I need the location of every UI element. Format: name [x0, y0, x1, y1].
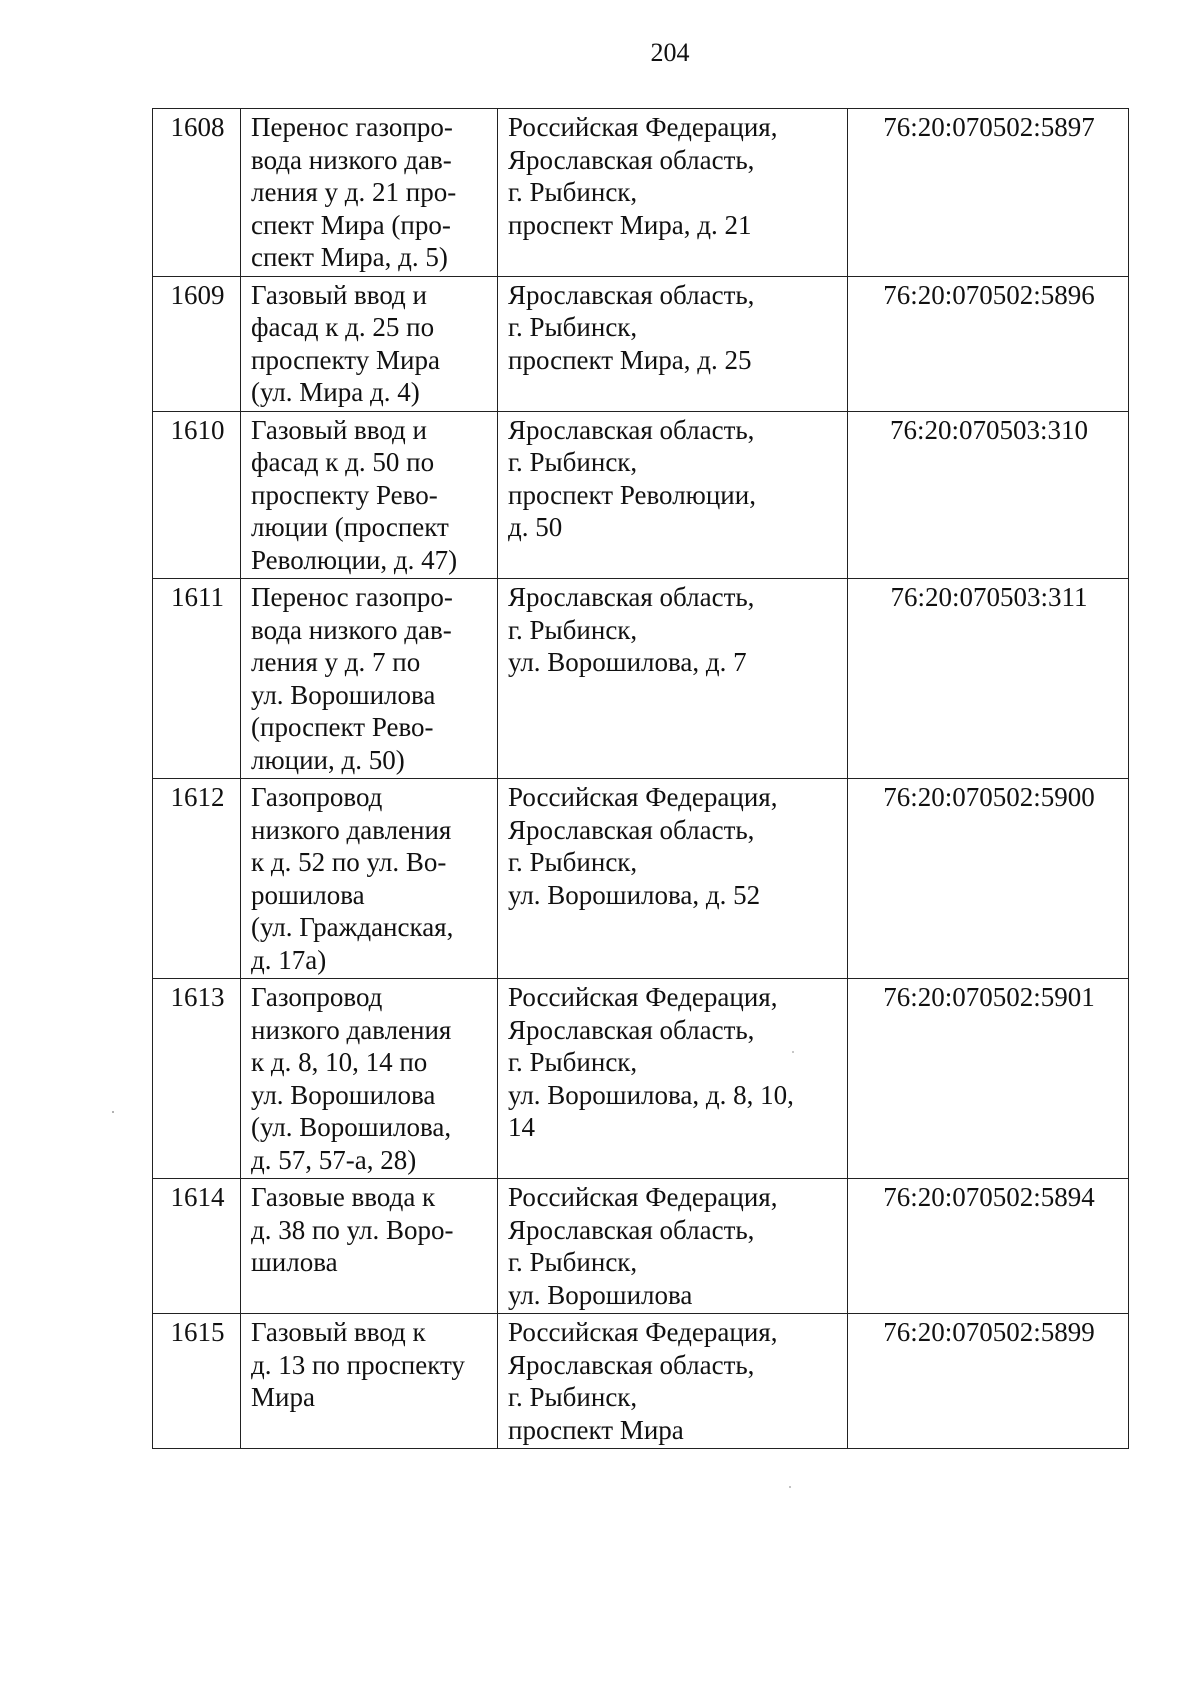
- object-address: Российская Федерация, Ярославская область, г. Рыбинск, проспект Мира, д. 21: [498, 109, 848, 277]
- object-name: Перенос газопро- вода низкого дав- ления у д. 21 про- спект Мира (про- спект Мира, д. 5): [241, 109, 498, 277]
- row-number: 1608: [153, 109, 241, 277]
- object-name: Газопровод низкого давления к д. 52 по ул. Во- рошилова (ул. Гражданская, д. 17а): [241, 779, 498, 979]
- object-name: Газовые ввода к д. 38 по ул. Воро- шилова: [241, 1179, 498, 1314]
- object-name: Газовый ввод и фасад к д. 25 по проспекту Мира (ул. Мира д. 4): [241, 276, 498, 411]
- object-address: Ярославская область, г. Рыбинск, проспект Мира, д. 25: [498, 276, 848, 411]
- cadastral-number: 76:20:070502:5896: [848, 276, 1129, 411]
- cadastral-number: 76:20:070502:5899: [848, 1314, 1129, 1449]
- object-name: Газопровод низкого давления к д. 8, 10, 14 по ул. Ворошилова (ул. Ворошилова, д. 57, 57-а, 28): [241, 979, 498, 1179]
- object-address: Ярославская область, г. Рыбинск, проспект Революции, д. 50: [498, 411, 848, 579]
- cadastral-number: 76:20:070502:5897: [848, 109, 1129, 277]
- row-number: 1609: [153, 276, 241, 411]
- row-number: 1614: [153, 1179, 241, 1314]
- cadastral-number: 76:20:070502:5900: [848, 779, 1129, 979]
- cadastral-number: 76:20:070502:5901: [848, 979, 1129, 1179]
- row-number: 1613: [153, 979, 241, 1179]
- row-number: 1610: [153, 411, 241, 579]
- page-number: 204: [650, 38, 690, 67]
- cadastral-number: 76:20:070502:5894: [848, 1179, 1129, 1314]
- cadastral-number: 76:20:070503:311: [848, 579, 1129, 779]
- object-name: Газовый ввод и фасад к д. 50 по проспекту Рево- люции (проспект Революции, д. 47): [241, 411, 498, 579]
- scan-speck: [792, 1051, 794, 1053]
- object-address: Российская Федерация, Ярославская область, г. Рыбинск, ул. Ворошилова, д. 8, 10, 14: [498, 979, 848, 1179]
- cadastral-number: 76:20:070503:310: [848, 411, 1129, 579]
- object-address: Российская Федерация, Ярославская область, г. Рыбинск, проспект Мира: [498, 1314, 848, 1449]
- row-number: 1611: [153, 579, 241, 779]
- object-address: Российская Федерация, Ярославская область, г. Рыбинск, ул. Ворошилова, д. 52: [498, 779, 848, 979]
- scan-speck: [112, 1111, 114, 1113]
- object-address: Ярославская область, г. Рыбинск, ул. Ворошилова, д. 7: [498, 579, 848, 779]
- object-name: Перенос газопро- вода низкого дав- ления у д. 7 по ул. Ворошилова (проспект Рево- люции, д. 50): [241, 579, 498, 779]
- object-address: Российская Федерация, Ярославская область, г. Рыбинск, ул. Ворошилова: [498, 1179, 848, 1314]
- object-name: Газовый ввод к д. 13 по проспекту Мира: [241, 1314, 498, 1449]
- row-number: 1615: [153, 1314, 241, 1449]
- scan-speck: [789, 1486, 791, 1488]
- row-number: 1612: [153, 779, 241, 979]
